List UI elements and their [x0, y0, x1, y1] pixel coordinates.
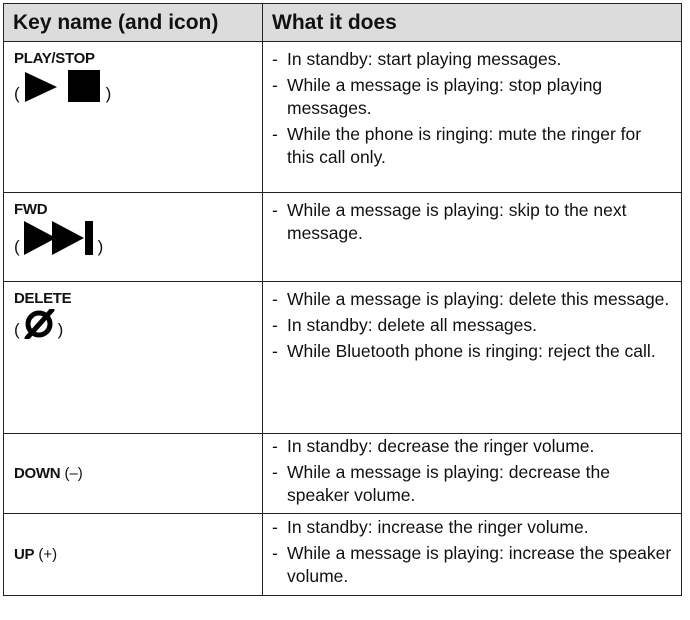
list-item: - While a message is playing: delete this message. — [272, 289, 670, 309]
description-cell — [263, 42, 682, 193]
key-symbol: (+) — [38, 546, 58, 563]
list-item: - While a message is playing: skip to the next message. — [272, 200, 627, 243]
list-item: - While the phone is ringing: mute the ringer for this call only. — [272, 124, 642, 167]
skip-forward-icon — [22, 220, 96, 256]
key-name: DOWN — [14, 465, 61, 482]
description-cell — [263, 282, 682, 434]
delete-icon — [22, 309, 56, 339]
table-row-fwd — [4, 193, 682, 282]
key-icons: ( ) — [14, 69, 262, 103]
header-what-it-does: What it does — [263, 4, 682, 42]
list-item: - In standby: decrease the ringer volume. — [272, 436, 595, 456]
list-item: - While Bluetooth phone is ringing: reject the call. — [272, 341, 656, 361]
table-row-delete — [4, 282, 682, 434]
table-row-play-stop — [4, 42, 682, 193]
list-item: - While a message is playing: stop playing messages. — [272, 75, 603, 118]
key-name: PLAY/STOP — [14, 50, 95, 67]
key-cell — [4, 282, 263, 434]
list-item: - While a message is playing: decrease the speaker volume. — [272, 462, 610, 505]
key-icons: ( ) — [14, 309, 262, 339]
key-cell — [4, 42, 263, 193]
list-item: - In standby: increase the ringer volume. — [272, 517, 589, 537]
description-cell — [263, 193, 682, 282]
key-cell — [4, 434, 263, 514]
stop-icon — [66, 69, 104, 103]
description-cell — [263, 514, 682, 596]
table-row-down — [4, 434, 682, 514]
key-name: UP — [14, 546, 35, 563]
description-cell — [263, 434, 682, 514]
key-cell — [4, 193, 263, 282]
list-item: - While a message is playing: increase the speaker volume. — [272, 543, 672, 586]
key-name: DELETE — [14, 290, 72, 307]
header-key-name: Key name (and icon) — [4, 4, 263, 42]
list-item: - In standby: delete all messages. — [272, 315, 538, 335]
play-icon — [22, 71, 58, 103]
key-name: FWD — [14, 201, 48, 218]
key-icons: ( ) — [14, 220, 262, 256]
list-item: - In standby: start playing messages. — [272, 49, 562, 69]
key-function-table — [3, 3, 682, 596]
key-cell — [4, 514, 263, 596]
table-header-row — [4, 4, 682, 42]
table-row-up — [4, 514, 682, 596]
key-symbol: (–) — [64, 465, 83, 482]
